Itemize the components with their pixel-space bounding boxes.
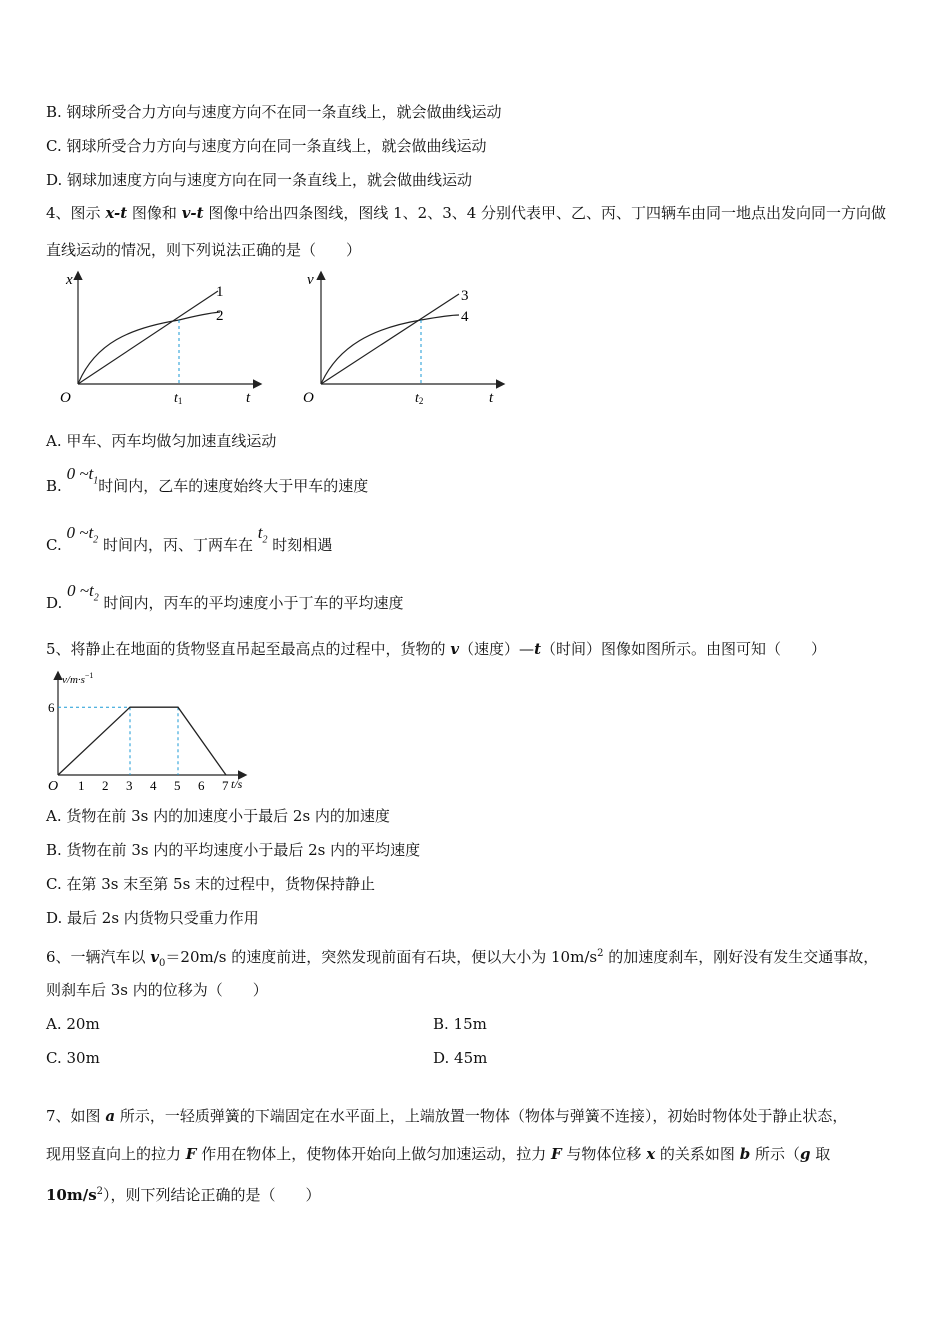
q5-option-c: C. 在第 3s 末至第 5s 末的过程中，货物保持静止 bbox=[46, 875, 376, 893]
xt-x-label: t bbox=[246, 390, 251, 406]
q4-stem-line1: 4、图示 x-t 图像和 v-t 图像中给出四条图线，图线 1、2、3、4 分别代表甲、乙、丙、丁四辆车由同一地点出发向同一方向做 bbox=[46, 204, 887, 222]
q6-stem-line2: 则刹车后 3s 内的位移为（ ） bbox=[46, 981, 268, 999]
chart-y-label: $v/m\cdot s^{-1}$ bbox=[62, 671, 94, 686]
q6-option-d: D. 45m bbox=[433, 1049, 488, 1067]
q4-stem-line2: 直线运动的情况，则下列说法正确的是（ ） bbox=[46, 241, 362, 259]
q3-option-c: C. 钢球所受合力方向与速度方向在同一条直线上，就会做曲线运动 bbox=[46, 137, 487, 155]
q4-c-math2: $t_2$ bbox=[257, 523, 268, 546]
q5-option-d: D. 最后 2s 内货物只受重力作用 bbox=[46, 909, 259, 927]
q7-stem-line3: $10m/s^2$），则下列结论正确的是（ ） bbox=[46, 1186, 321, 1204]
curve-label-2: 2 bbox=[216, 308, 224, 324]
x-tick-label: 1 bbox=[78, 778, 85, 793]
vt-origin: O bbox=[303, 390, 314, 406]
q4-xt-graph bbox=[50, 268, 270, 413]
x-tick-label: 5 bbox=[174, 778, 181, 793]
chart-y-tick-6: 6 bbox=[48, 700, 55, 715]
curve-label-1: 1 bbox=[216, 284, 224, 300]
q3-option-b: B. 钢球所受合力方向与速度方向不在同一条直线上，就会做曲线运动 bbox=[46, 103, 502, 121]
q5-vt-chart bbox=[40, 668, 260, 798]
q4-option-a: A. 甲车、丙车均做匀加速直线运动 bbox=[46, 432, 277, 450]
q6-stem-line1: 6、一辆汽车以 $v_0=20m/s$ 的速度前进，突然发现前面有石块，便以大小为 $10m/s^2$ 的加速度刹车，刚好没有发生交通事故， bbox=[46, 948, 879, 969]
x-tick-label: 7 bbox=[222, 778, 229, 793]
q5-option-b: B. 货物在前 3s 内的平均速度小于最后 2s 内的平均速度 bbox=[46, 841, 421, 859]
curve-label-3: 3 bbox=[461, 288, 469, 304]
q4-option-c: C. 0 $\sim t_2$ 时间内，丙、丁两车在 $t_2$ 时刻相遇 bbox=[46, 523, 333, 554]
q4-c-math: 0 $\sim t_2$ bbox=[66, 523, 99, 546]
q4-d-math: 0 $\sim t_2$ bbox=[67, 581, 99, 604]
x-tick-label: 3 bbox=[126, 778, 133, 793]
curve-4 bbox=[321, 315, 459, 384]
x-tick-label: 2 bbox=[102, 778, 109, 793]
xt-y-label: x bbox=[66, 272, 73, 288]
q4-b-math: 0 $\sim t_1$ bbox=[66, 464, 99, 487]
t1-tick-label: t1 bbox=[174, 391, 183, 406]
q4-option-d: D. 0 $\sim t_2$ 时间内，丙车的平均速度小于丁车的平均速度 bbox=[46, 581, 404, 612]
q5-stem: 5、将静止在地面的货物竖直吊起至最高点的过程中，货物的 v（速度）—t（时间）图像如图所示。由图可知（ ） bbox=[46, 640, 827, 658]
q6-option-c: C. 30m bbox=[46, 1049, 100, 1067]
x-tick-label: 4 bbox=[150, 778, 157, 793]
curve-label-4: 4 bbox=[461, 309, 469, 325]
series-line bbox=[58, 707, 226, 775]
chart-origin: O bbox=[48, 779, 59, 794]
t2-tick-label: t2 bbox=[415, 391, 424, 406]
curve-2 bbox=[78, 312, 220, 384]
x-tick-label: 6 bbox=[198, 778, 205, 793]
q7-stem-line2: 现用竖直向上的拉力 F 作用在物体上，使物体开始向上做匀加速运动，拉力 F 与物体位移 x 的关系如图 b 所示（g 取 bbox=[46, 1145, 831, 1163]
q3-option-d: D. 钢球加速度方向与速度方向在同一条直线上，就会做曲线运动 bbox=[46, 171, 473, 189]
chart-x-label: t/s bbox=[231, 777, 243, 791]
vt-y-label: v bbox=[307, 272, 314, 288]
vt-x-label: t bbox=[489, 390, 494, 406]
xt-origin: O bbox=[60, 390, 71, 406]
q4-vt-graph bbox=[293, 268, 513, 413]
line-1 bbox=[78, 291, 218, 384]
q6-option-a: A. 20m bbox=[46, 1015, 100, 1033]
q5-option-a: A. 货物在前 3s 内的加速度小于最后 2s 内的加速度 bbox=[46, 807, 390, 825]
q7-stem-line1: 7、如图 a 所示，一轻质弹簧的下端固定在水平面上，上端放置一物体（物体与弹簧不连接），初始时物体处于静止状态， bbox=[46, 1107, 848, 1125]
q6-option-b: B. 15m bbox=[433, 1015, 487, 1033]
line-3 bbox=[321, 294, 459, 384]
q4-option-b: B. 0 $\sim t_1$时间内，乙车的速度始终大于甲车的速度 bbox=[46, 464, 369, 495]
